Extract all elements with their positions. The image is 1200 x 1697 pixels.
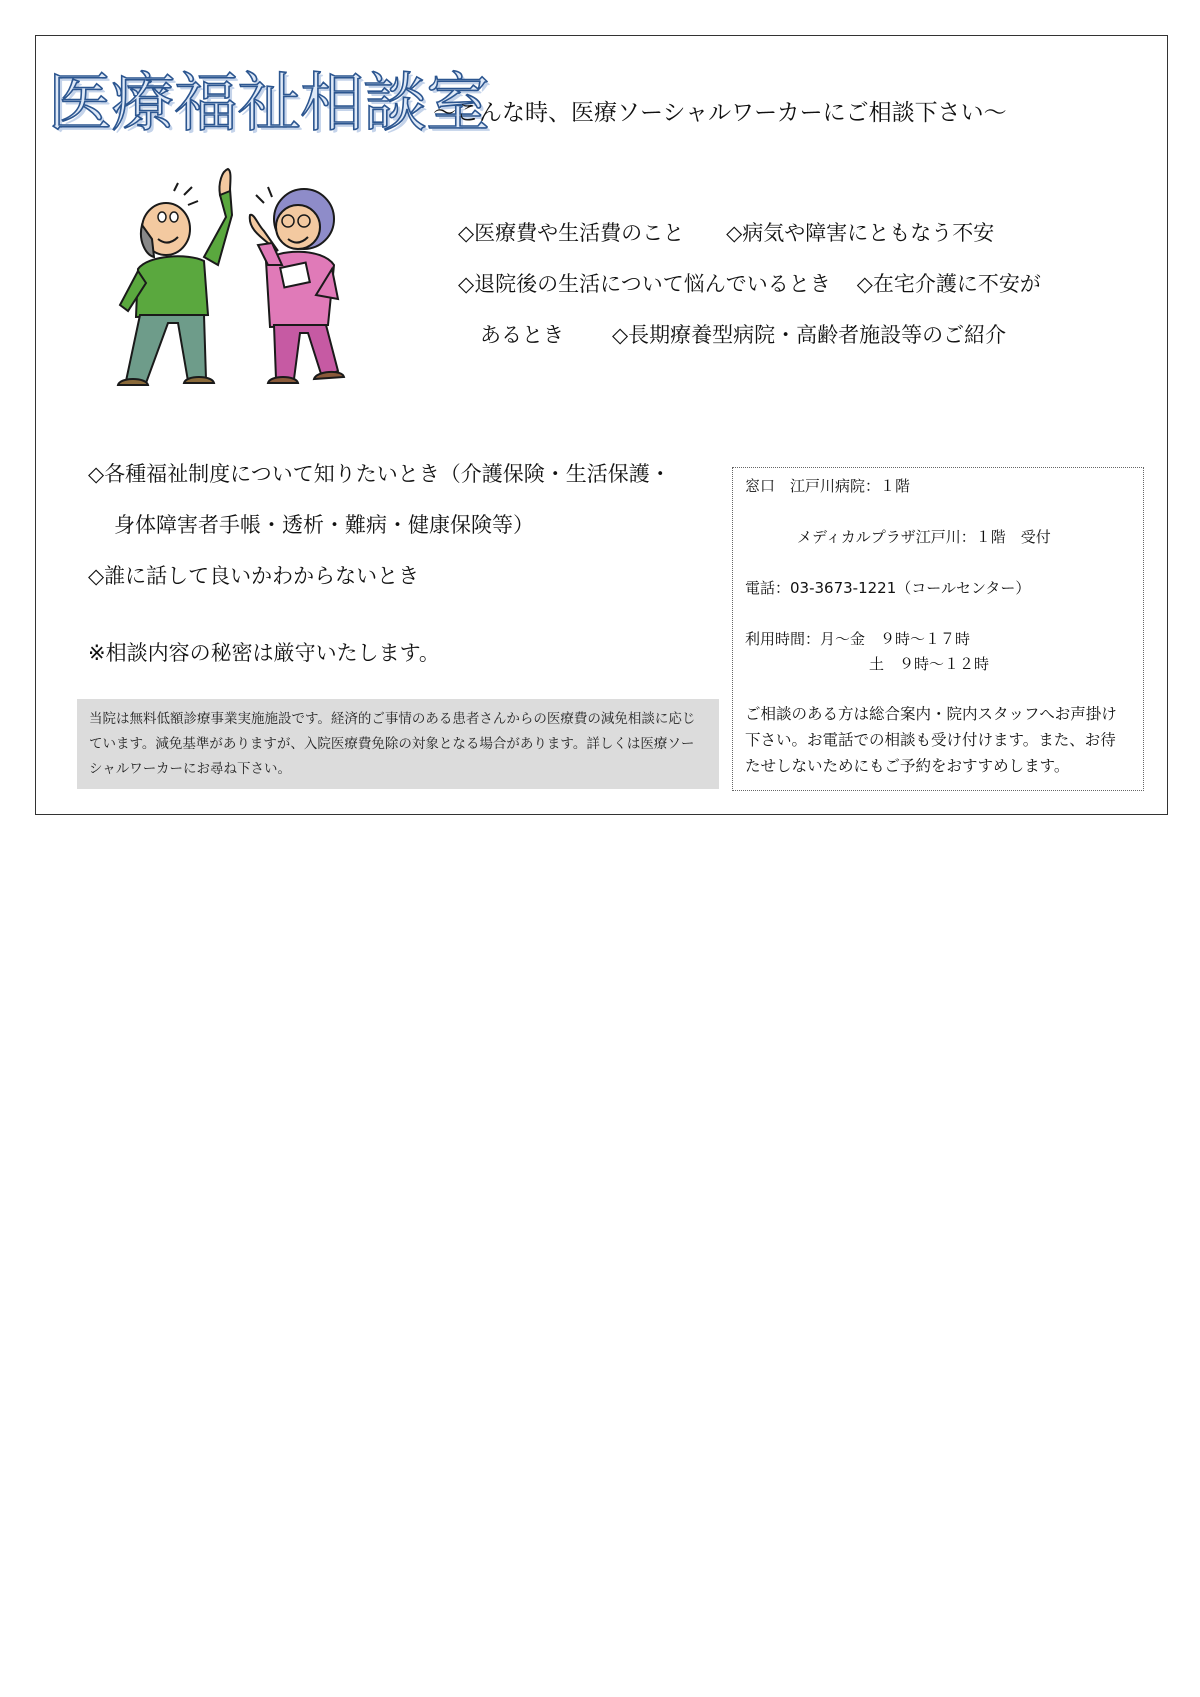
window-label-2: メディカルプラザ江戸川：１階 受付 <box>797 528 1051 546</box>
elderly-couple-illustration <box>108 165 380 421</box>
contact-info-box <box>732 467 1144 791</box>
topic-item: ◇誰に話して良いかわからないとき <box>88 564 420 588</box>
hours-weekday: 利用時間：月～金 ９時～１７時 <box>745 630 971 648</box>
page-title: 医療福祉相談室 <box>48 67 489 141</box>
elderly-woman-figure <box>250 187 344 383</box>
topic-item: ◇在宅介護に不安が <box>856 272 1041 296</box>
window-label: 窓口 江戸川病院：１階 <box>745 477 911 495</box>
topic-row-2 <box>458 259 1158 310</box>
hours-saturday: 土 ９時～１２時 <box>869 655 990 673</box>
topic-item: 身体障害者手帳・透析・難病・健康保険等） <box>114 513 534 537</box>
phone-number: 電話：03-3673-1221（コールセンター） <box>745 579 1031 597</box>
consult-topics-bottom <box>88 449 728 679</box>
topic-row-3 <box>458 310 1158 361</box>
topic-item: ◇長期療養型病院・高齢者施設等のご紹介 <box>612 323 1007 347</box>
contact-message: ご相談のある方は総合案内・院内スタッフへお声掛け下さい。お電話での相談も受け付けます。また、お待たせしないためにもご予約をおすすめします。 <box>745 705 1117 775</box>
topic-item: ◇病気や障害にともなう不安 <box>726 221 995 245</box>
topic-item: ◇医療費や生活費のこと <box>458 221 685 245</box>
page-subtitle: ～こんな時、医療ソーシャルワーカーにご相談下さい～ <box>433 100 1007 126</box>
fee-reduction-notice: 当院は無料低額診療事業実施施設です。経済的ご事情のある患者さんからの医療費の減免相談に応じています。減免基準がありますが、入院医療費免除の対象となる場合があります。詳しくは医療ソーシャルワーカーにお尋ね下さい。 <box>77 699 719 789</box>
topic-item: あるとき <box>480 323 564 347</box>
topic-item: ◇各種福祉制度について知りたいとき（介護保険・生活保護・ <box>88 462 671 486</box>
topic-row-1 <box>458 208 1158 259</box>
topic-item: ◇退院後の生活について悩んでいるとき <box>458 272 831 296</box>
elderly-man-figure <box>118 169 232 385</box>
consult-topics-top <box>458 208 1158 361</box>
confidentiality-note: ※相談内容の秘密は厳守いたします。 <box>88 641 440 665</box>
